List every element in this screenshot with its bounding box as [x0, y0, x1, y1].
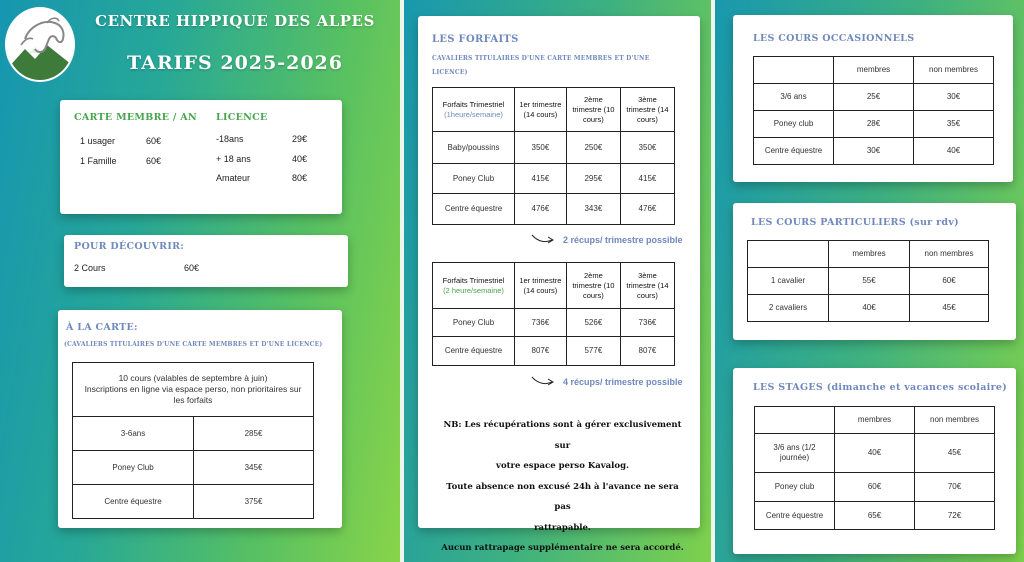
table-header-cell: 1er trimestre (14 cours): [515, 88, 567, 132]
table-cell: Poney club: [755, 473, 835, 502]
table-cell: 40€: [914, 138, 994, 165]
table-cell: 30€: [914, 84, 994, 111]
header-name: Forfaits Trimestriel: [442, 99, 505, 109]
forfaits-table-2: [432, 262, 675, 366]
table-header-row: [748, 241, 989, 268]
header-name: Forfaits Trimestriel: [442, 275, 505, 285]
header-line: 10 cours (valables de septembre à juin): [118, 373, 268, 383]
membership-title: CARTE MEMBRE / AN: [74, 112, 197, 123]
membership-price: 60€: [146, 136, 162, 146]
table-cell: 415€: [515, 164, 567, 194]
table-cell: Poney club: [754, 111, 834, 138]
licence-title: LICENCE: [216, 112, 268, 123]
a-la-carte-table: [72, 362, 314, 519]
table-row: [754, 138, 994, 165]
a-la-carte-subtitle: (CAVALIERS TITULAIRES D'UNE CARTE MEMBRES ET D'UNE LICENCE): [64, 341, 323, 348]
table-cell: Baby/poussins: [433, 132, 515, 164]
table-row: [748, 295, 989, 322]
table-cell: 45€: [915, 434, 995, 473]
table-header-cell: [433, 263, 515, 309]
table-row: [433, 164, 675, 194]
table-header-cell: 3ème trimestre (14 cours): [620, 88, 674, 132]
table-cell: 30€: [834, 138, 914, 165]
licence-price: 80€: [292, 173, 308, 183]
recup-note-2: 4 récups/ trimestre possible: [563, 377, 683, 387]
table-cell: 345€: [194, 451, 314, 485]
table-header-cell: 2ème trimestre (10 cours): [566, 263, 620, 309]
a-la-carte-title: À LA CARTE:: [66, 322, 138, 333]
table-cell: 3-6ans: [73, 417, 194, 451]
table-header-row: [755, 407, 995, 434]
occasionnels-card: [733, 15, 1013, 182]
occasionnels-table: [753, 56, 994, 165]
header-sub: (2 heure/semaine): [443, 285, 504, 295]
curved-arrow-icon: [530, 374, 556, 386]
table-header-cell: non membres: [914, 57, 994, 84]
table-cell: 295€: [566, 164, 620, 194]
table-cell: 45€: [910, 295, 989, 322]
table-cell: 285€: [194, 417, 314, 451]
table-header-row: [433, 263, 675, 309]
table-header-cell: 2ème trimestre (10 cours): [566, 88, 620, 132]
table-cell: 343€: [566, 194, 620, 225]
table-cell: 736€: [515, 309, 567, 337]
table-cell: 1 cavalier: [748, 268, 829, 295]
table-cell: Poney Club: [73, 451, 194, 485]
recup-note-1: 2 récups/ trimestre possible: [563, 235, 683, 245]
table-header-cell: [748, 241, 829, 268]
table-row: [755, 434, 995, 473]
table-header-cell: [433, 88, 515, 132]
stages-title: LES STAGES (dimanche et vacances scolaire): [753, 382, 1008, 393]
table-header-cell: 3ème trimestre (14 cours): [620, 263, 674, 309]
licence-label: Amateur: [216, 173, 251, 183]
table-header-cell: [755, 407, 835, 434]
table-cell: Centre équestre: [755, 502, 835, 530]
table-cell: 3/6 ans: [754, 84, 834, 111]
table-row: [433, 194, 675, 225]
table-cell: 476€: [620, 194, 674, 225]
table-cell: 55€: [829, 268, 910, 295]
table-cell: 736€: [620, 309, 674, 337]
membership-label: 1 usager: [80, 136, 116, 146]
center-name: CENTRE HIPPIQUE DES ALPES: [95, 12, 375, 30]
stages-table: [754, 406, 995, 530]
table-cell: 350€: [620, 132, 674, 164]
table-cell: Centre équestre: [754, 138, 834, 165]
table-cell: 807€: [620, 337, 674, 366]
table-cell: 350€: [515, 132, 567, 164]
discover-title: POUR DÉCOUVRIR:: [74, 241, 185, 252]
table-cell: 577€: [566, 337, 620, 366]
table-row: [73, 485, 314, 519]
table-cell: 70€: [915, 473, 995, 502]
membership-label: 1 Famille: [80, 156, 117, 166]
table-cell: 250€: [566, 132, 620, 164]
page-title: TARIFS 2025-2026: [127, 52, 343, 74]
table-header-cell: non membres: [915, 407, 995, 434]
table-cell: 25€: [834, 84, 914, 111]
particuliers-card: [733, 203, 1016, 340]
table-cell: Centre équestre: [433, 337, 515, 366]
table-header-cell: membres: [829, 241, 910, 268]
forfaits-subtitle: CAVALIERS TITULAIRES D'UNE CARTE MEMBRES ET D'UNE LICENCE): [432, 55, 650, 76]
table-row: [754, 84, 994, 111]
table-row: [433, 337, 675, 366]
table-row: [433, 132, 675, 164]
table-cell: 375€: [194, 485, 314, 519]
nb-line: votre espace perso Kavalog.: [496, 461, 629, 471]
table-cell: 35€: [914, 111, 994, 138]
table-cell: Centre équestre: [73, 485, 194, 519]
discover-label: 2 Cours: [74, 263, 106, 273]
table-header-cell: [73, 363, 314, 417]
table-cell: 65€: [835, 502, 915, 530]
nb-line: rattrapable.: [534, 522, 591, 533]
forfaits-table-1: [432, 87, 675, 225]
table-header-row: [73, 363, 314, 417]
table-header-cell: 1er trimestre (14 cours): [515, 263, 567, 309]
forfaits-title: LES FORFAITS: [432, 34, 519, 45]
nb-line: Aucun rattrapage supplémentaire ne sera accordé.: [441, 543, 684, 553]
table-cell: Centre équestre: [433, 194, 515, 225]
occasionnels-title: LES COURS OCCASIONNELS: [753, 33, 915, 44]
nb-line: Toute absence non excusé 24h à l'avance ne sera pas: [446, 481, 679, 512]
table-cell: 60€: [910, 268, 989, 295]
table-row: [755, 473, 995, 502]
membership-price: 60€: [146, 156, 162, 166]
table-cell: 72€: [915, 502, 995, 530]
table-cell: 526€: [566, 309, 620, 337]
table-row: [755, 502, 995, 530]
licence-label: + 18 ans: [216, 154, 251, 164]
licence-price: 40€: [292, 154, 308, 164]
table-header-cell: [754, 57, 834, 84]
a-la-carte-card: [58, 310, 342, 528]
table-header-cell: membres: [835, 407, 915, 434]
table-cell: Poney Club: [433, 309, 515, 337]
table-row: [433, 309, 675, 337]
licence-label: -18ans: [216, 134, 244, 144]
table-row: [73, 451, 314, 485]
table-cell: 807€: [515, 337, 567, 366]
logo: [5, 7, 75, 82]
table-header-cell: membres: [834, 57, 914, 84]
particuliers-title: LES COURS PARTICULIERS (sur rdv): [751, 217, 959, 228]
table-cell: 415€: [620, 164, 674, 194]
curved-arrow-icon: [530, 232, 556, 244]
table-row: [754, 111, 994, 138]
table-cell: 3/6 ans (1/2 journée): [755, 434, 835, 473]
table-row: [73, 417, 314, 451]
header-line: Inscriptions en ligne via espace perso, non prioritaires sur les forfaits: [84, 384, 302, 405]
table-header-row: [433, 88, 675, 132]
table-cell: Poney Club: [433, 164, 515, 194]
table-row: [748, 268, 989, 295]
table-cell: 28€: [834, 111, 914, 138]
table-cell: 40€: [829, 295, 910, 322]
table-cell: 40€: [835, 434, 915, 473]
table-header-row: [754, 57, 994, 84]
table-header-cell: non membres: [910, 241, 989, 268]
discover-card: [64, 235, 348, 287]
nb-line: NB: Les récupérations sont à gérer exclusivement sur: [443, 420, 682, 451]
nb-notice: [440, 415, 685, 559]
header-sub: (1heure/semaine): [444, 109, 503, 119]
discover-price: 60€: [184, 263, 200, 273]
membership-card: [60, 100, 342, 214]
table-cell: 2 cavaliers: [748, 295, 829, 322]
licence-price: 29€: [292, 134, 308, 144]
table-cell: 60€: [835, 473, 915, 502]
table-cell: 476€: [515, 194, 567, 225]
stages-card: [733, 368, 1016, 554]
particuliers-table: [747, 240, 989, 322]
